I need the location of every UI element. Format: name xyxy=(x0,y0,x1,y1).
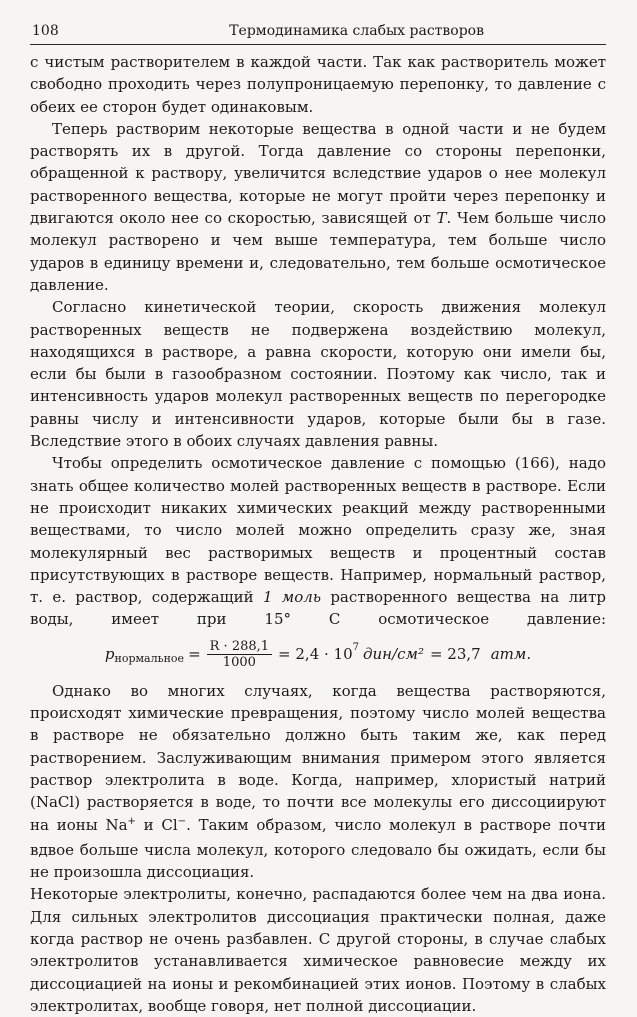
paragraph-5-text: Однако во многих случаях, когда вещества растворяются, происходят химические превращения, поэтому число молей вещества в растворе не обязательно должно быть таким же, как перед растворением. Заслуживающим внимания примером этого является раствор электролита в воде. Когда, например, хлористый натрий (NaCl) растворяется в воде, то почти все молекулы его диссоциируют на ионы xyxy=(30,681,606,834)
paragraph-4-text: Чтобы определить осмотическое давление с помощью (166), надо знать общее количество молей растворенных веществ в растворе. Если не происходит никаких химических реакций между растворенными веществами, то число молей можно определить сразу же, зная молекулярный вес растворимых веществ и процентный состав присутствующих в растворе веществ. Например, нормальный раствор, т. е. раствор, содержащий xyxy=(30,454,606,607)
formula-symbol: p xyxy=(104,645,115,664)
formula-unit-1: дин/см² xyxy=(363,645,424,664)
paragraph-5 xyxy=(30,680,606,884)
ion-conjunction: и xyxy=(135,815,162,834)
variable-t: T xyxy=(436,209,447,228)
page-header xyxy=(30,22,606,45)
page-number: 108 xyxy=(32,23,59,39)
formula-equals-1: = xyxy=(188,645,201,664)
formula-exponent: 7 xyxy=(352,642,360,654)
fraction-denominator: 1000 xyxy=(222,654,256,670)
formula-equals-3: = 23,7 xyxy=(429,645,481,664)
formula-equals-2: = 2,4 · 10 xyxy=(278,645,353,664)
one-mole: 1 моль xyxy=(262,588,321,607)
paragraph-3: Согласно кинетической теории, скорость движения молекул растворенных веществ не подвержена воздействию молекул, находящихся в растворе, а равна скорости, которую они имели бы, если бы были в газообразном состоянии. Поэтому как число, так и интенсивность ударов молекул растворенных веществ по перегородке равны числу и интенсивности ударов, которые были бы в газе. Вследствие этого в обоих случаях давления равны. xyxy=(30,298,606,451)
osmotic-pressure-formula xyxy=(30,639,606,670)
paragraph-6: Некоторые электролиты, конечно, распадаются более чем на два иона. Для сильных электролитов диссоциация практически полная, даже когда раствор не очень разбавлен. С другой стороны, в случае слабых электролитов устанавливается химическое равновесие между их диссоциацией на ионы и рекомбинацией этих ионов. Поэтому в слабых электролитах, вообще говоря, нет полной диссоциации. xyxy=(30,885,606,1015)
chloride-charge: − xyxy=(177,815,187,827)
formula-fraction xyxy=(207,639,272,670)
paragraph-2-text: Теперь растворим некоторые вещества в одной части и не будем растворять их в другой. Тогда давление со стороны перепонки, обращенной к раствору, увеличится вследствие ударов о нее молекул растворенного вещества, которые не могут пройти через перепонку и двигаются около нее со скоростью, зависящей от xyxy=(30,119,606,228)
book-page xyxy=(30,22,606,1017)
sodium-ion: Na xyxy=(105,815,128,834)
paragraph-4-rest: растворенного вещества на литр воды, имеет при 15° С осмотическое давление: xyxy=(30,588,606,629)
formula-unit-2: атм. xyxy=(490,645,532,664)
page-body xyxy=(30,51,606,1017)
running-title: Термодинамика слабых растворов xyxy=(229,23,484,39)
sodium-charge: + xyxy=(127,815,136,827)
paragraph-1: с чистым растворителем в каждой части. Так как растворитель может свободно проходить через полупроницаемую перепонку, то давление с обеих ее сторон будет одинаковым. xyxy=(30,53,606,116)
formula-subscript: нормальное xyxy=(114,652,185,666)
paragraph-2 xyxy=(30,118,606,296)
paragraph-2-rest: . Чем больше число молекул растворено и чем выше температура, тем больше число ударов в единицу времени и, следовательно, тем больше осмотическое давление. xyxy=(30,209,606,294)
chloride-ion: Cl xyxy=(161,815,178,834)
paragraph-5-rest: . Таким образом, число молекул в растворе почти вдвое больше числа молекул, которого следовало бы ожидать, если бы не произошла диссоциация. xyxy=(30,815,606,882)
fraction-numerator: R · 288,1 xyxy=(207,639,272,655)
paragraph-4 xyxy=(30,452,606,630)
